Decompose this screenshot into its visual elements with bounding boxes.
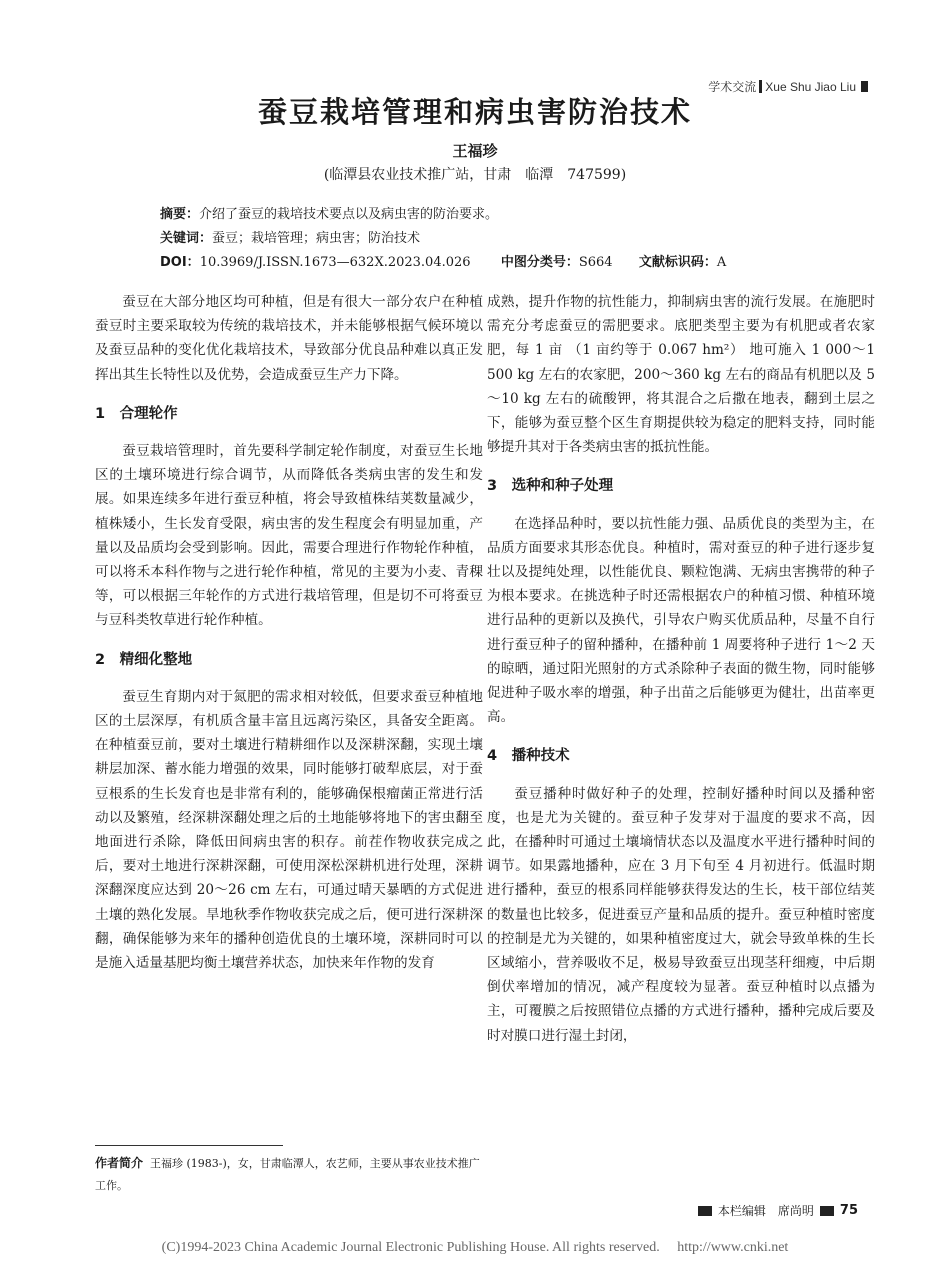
- clc-label: 中图分类号：: [500, 255, 579, 270]
- clc-value: S664: [578, 255, 613, 270]
- section-2-continued-paragraph: 成熟，提升作物的抗性能力，抑制病虫害的流行发展。在施肥时需充分考虑蚕豆的需肥要求。底肥类型主要为有机肥或者农家肥，每 1 亩 （1 亩约等于 0.067 hm²） 地可施入 1 000～1 500 kg 左右的农家肥，200～360 kg 左右的商品有机肥以及 5～10 kg 左右的硫酸钾，将其混合之后撒在地表，翻到土层之下，能够为蚕豆整个区生育期提供较为稳定的肥料支持，同时能够提升其对于各类病虫害的抵抗性能。: [487, 294, 875, 456]
- section-1-heading: 1 合理轮作: [95, 405, 178, 422]
- left-column: [95, 290, 483, 975]
- section-4-paragraph: 蚕豆播种时做好种子的处理，控制好播种时间以及播种密度，也是尤为关键的。蚕豆种子发芽对于温度的要求不高，因此，在播种时可通过土壤墒情状态以及温度水平进行播种时间的调节。如果露地播种，应在 3 月下旬至 4 月初进行。低温时期进行播种，蚕豆的根系同样能够获得发达的生长，枝干部位结荚的数量也比较多，促进蚕豆产量和品质的提升。蚕豆种植时密度的控制是尤为关键的，如果种植密度过大，就会导致单株的生长区域缩小，营养吸收不足，极易导致蚕豆出现茎秆细瘦，中后期倒伏率增加的情况，减产程度较为显著。蚕豆种植时以点播为主，可覆膜之后按照错位点播的方式进行播种，播种完成后要及时对膜口进行湿土封闭，: [487, 785, 875, 1044]
- abstract-text: 介绍了蚕豆的栽培技术要点以及病虫害的防治要求。: [199, 207, 499, 222]
- column-tag-en: Xue Shu Jiao Liu: [765, 79, 856, 94]
- footer-block: [698, 1206, 712, 1216]
- author-footnote: [95, 1152, 483, 1197]
- article-title: 蚕豆栽培管理和病虫害防治技术: [257, 95, 692, 129]
- abstract: [160, 203, 498, 222]
- copyright-notice: (C)1994-2023 China Academic Journal Electronic Publishing House. All rights reserved. http://www.cnki.net: [161, 1240, 789, 1255]
- page-footer: [698, 1202, 858, 1219]
- page-number: 75: [839, 1203, 858, 1218]
- section-1-paragraph: 蚕豆栽培管理时，首先要科学制定轮作制度，对蚕豆生长地区的土壤环境进行综合调节，从而降低各类病虫害的发生和发展。如果连续多年进行蚕豆种植，将会导致植株结荚数量减少，植株矮小，生长发育受限，病虫害的发生程度会有明显加重，产量以及品质均会受到影响。因此，需要合理进行作物轮作种植，可以将禾本科作物与之进行轮作种植，常见的主要为小麦、青稞等，可以根据三年轮作的方式进行栽培管理，但是切不可将蚕豆与豆科类牧草进行轮作种植。: [95, 443, 483, 629]
- intro-paragraph: 蚕豆在大部分地区均可种植，但是有很大一部分农户在种植蚕豆时主要采取较为传统的栽培技术，并未能够根据气候环境以及蚕豆品种的变化优化栽培技术，导致部分优良品种难以真正发挥出其生长特性以及优势，会造成蚕豆生产力下降。: [95, 294, 483, 383]
- column-tag-cn: 学术交流: [708, 80, 757, 94]
- footnote-label: 作者简介: [95, 1156, 144, 1170]
- column-editor: 本栏编辑 席尚明: [717, 1204, 814, 1218]
- doi-line: [160, 251, 726, 270]
- keywords-label: 关键词：: [160, 231, 213, 246]
- author-affiliation: (临潭县农业技术推广站，甘肃 临潭 747599): [323, 167, 627, 183]
- keywords: [160, 227, 420, 246]
- author-name: 王福珍: [452, 142, 498, 160]
- doc-code-value: A: [716, 255, 727, 270]
- doi-value: 10.3969/J.ISSN.1673—632X.2023.04.026: [199, 255, 471, 270]
- right-column: [487, 290, 875, 1048]
- footnote-text: 王福珍 (1983-)，女，甘肃临潭人，农艺师，主要从事农业技术推广工作。: [95, 1157, 480, 1192]
- doi-label: DOI：: [160, 255, 200, 270]
- section-2-paragraph: 蚕豆生育期内对于氮肥的需求相对较低，但要求蚕豆种植地区的土层深厚，有机质含量丰富且远离污染区，具备安全距离。在种植蚕豆前，要对土壤进行精耕细作以及深耕深翻，实现土壤耕层加深、蓄水能力增强的效果，同时能够打破犁底层，对于蚕豆根系的生长发育也是非常有利的，能够确保根瘤菌正常进行活动以及繁殖，经深耕深翻处理之后的土地能够将地下的害虫翻至地面进行杀除，降低田间病虫害的积存。前茬作物收获完成之后，要对土地进行深耕深翻，可使用深松深耕机进行处理，深耕深翻深度应达到 20～26 cm 左右，可通过晴天暴晒的方式促进土壤的熟化发展。旱地秋季作物收获完成之后，便可进行深耕深翻，确保能够为来年的播种创造优良的土壤环境，深耕同时可以是施入适量基肥均衡土壤营养状态，加快来年作物的发育: [95, 688, 483, 972]
- section-2-heading: 2 精细化整地: [95, 651, 193, 668]
- abstract-label: 摘要：: [160, 207, 200, 222]
- doc-code-label: 文献标识码：: [638, 255, 717, 270]
- footnote-rule: [95, 1145, 283, 1146]
- section-3-paragraph: 在选择品种时，要以抗性能力强、品质优良的类型为主，在品质方面要求其形态优良。种植时，需对蚕豆的种子进行逐步复壮以及提纯处理，以性能优良、颗粒饱满、无病虫害携带的种子为根本要求。在挑选种子时还需根据农户的种植习惯、种植环境进行品种的更新以及换代，引导农户购买优质品种，尽量不自行进行蚕豆种子的留种播种，在播种前 1 周要将种子进行 1～2 天的晾晒，通过阳光照射的方式杀除种子表面的微生物，同时能够促进种子吸水率的增强，种子出苗之后能够更为健壮，出苗率更高。: [487, 515, 875, 726]
- footer-block-2: [820, 1206, 834, 1216]
- keywords-text: 蚕豆；栽培管理；病虫害；防治技术: [212, 231, 421, 246]
- section-4-heading: 4 播种技术: [487, 748, 570, 765]
- section-3-heading: 3 选种和种子处理: [487, 478, 614, 495]
